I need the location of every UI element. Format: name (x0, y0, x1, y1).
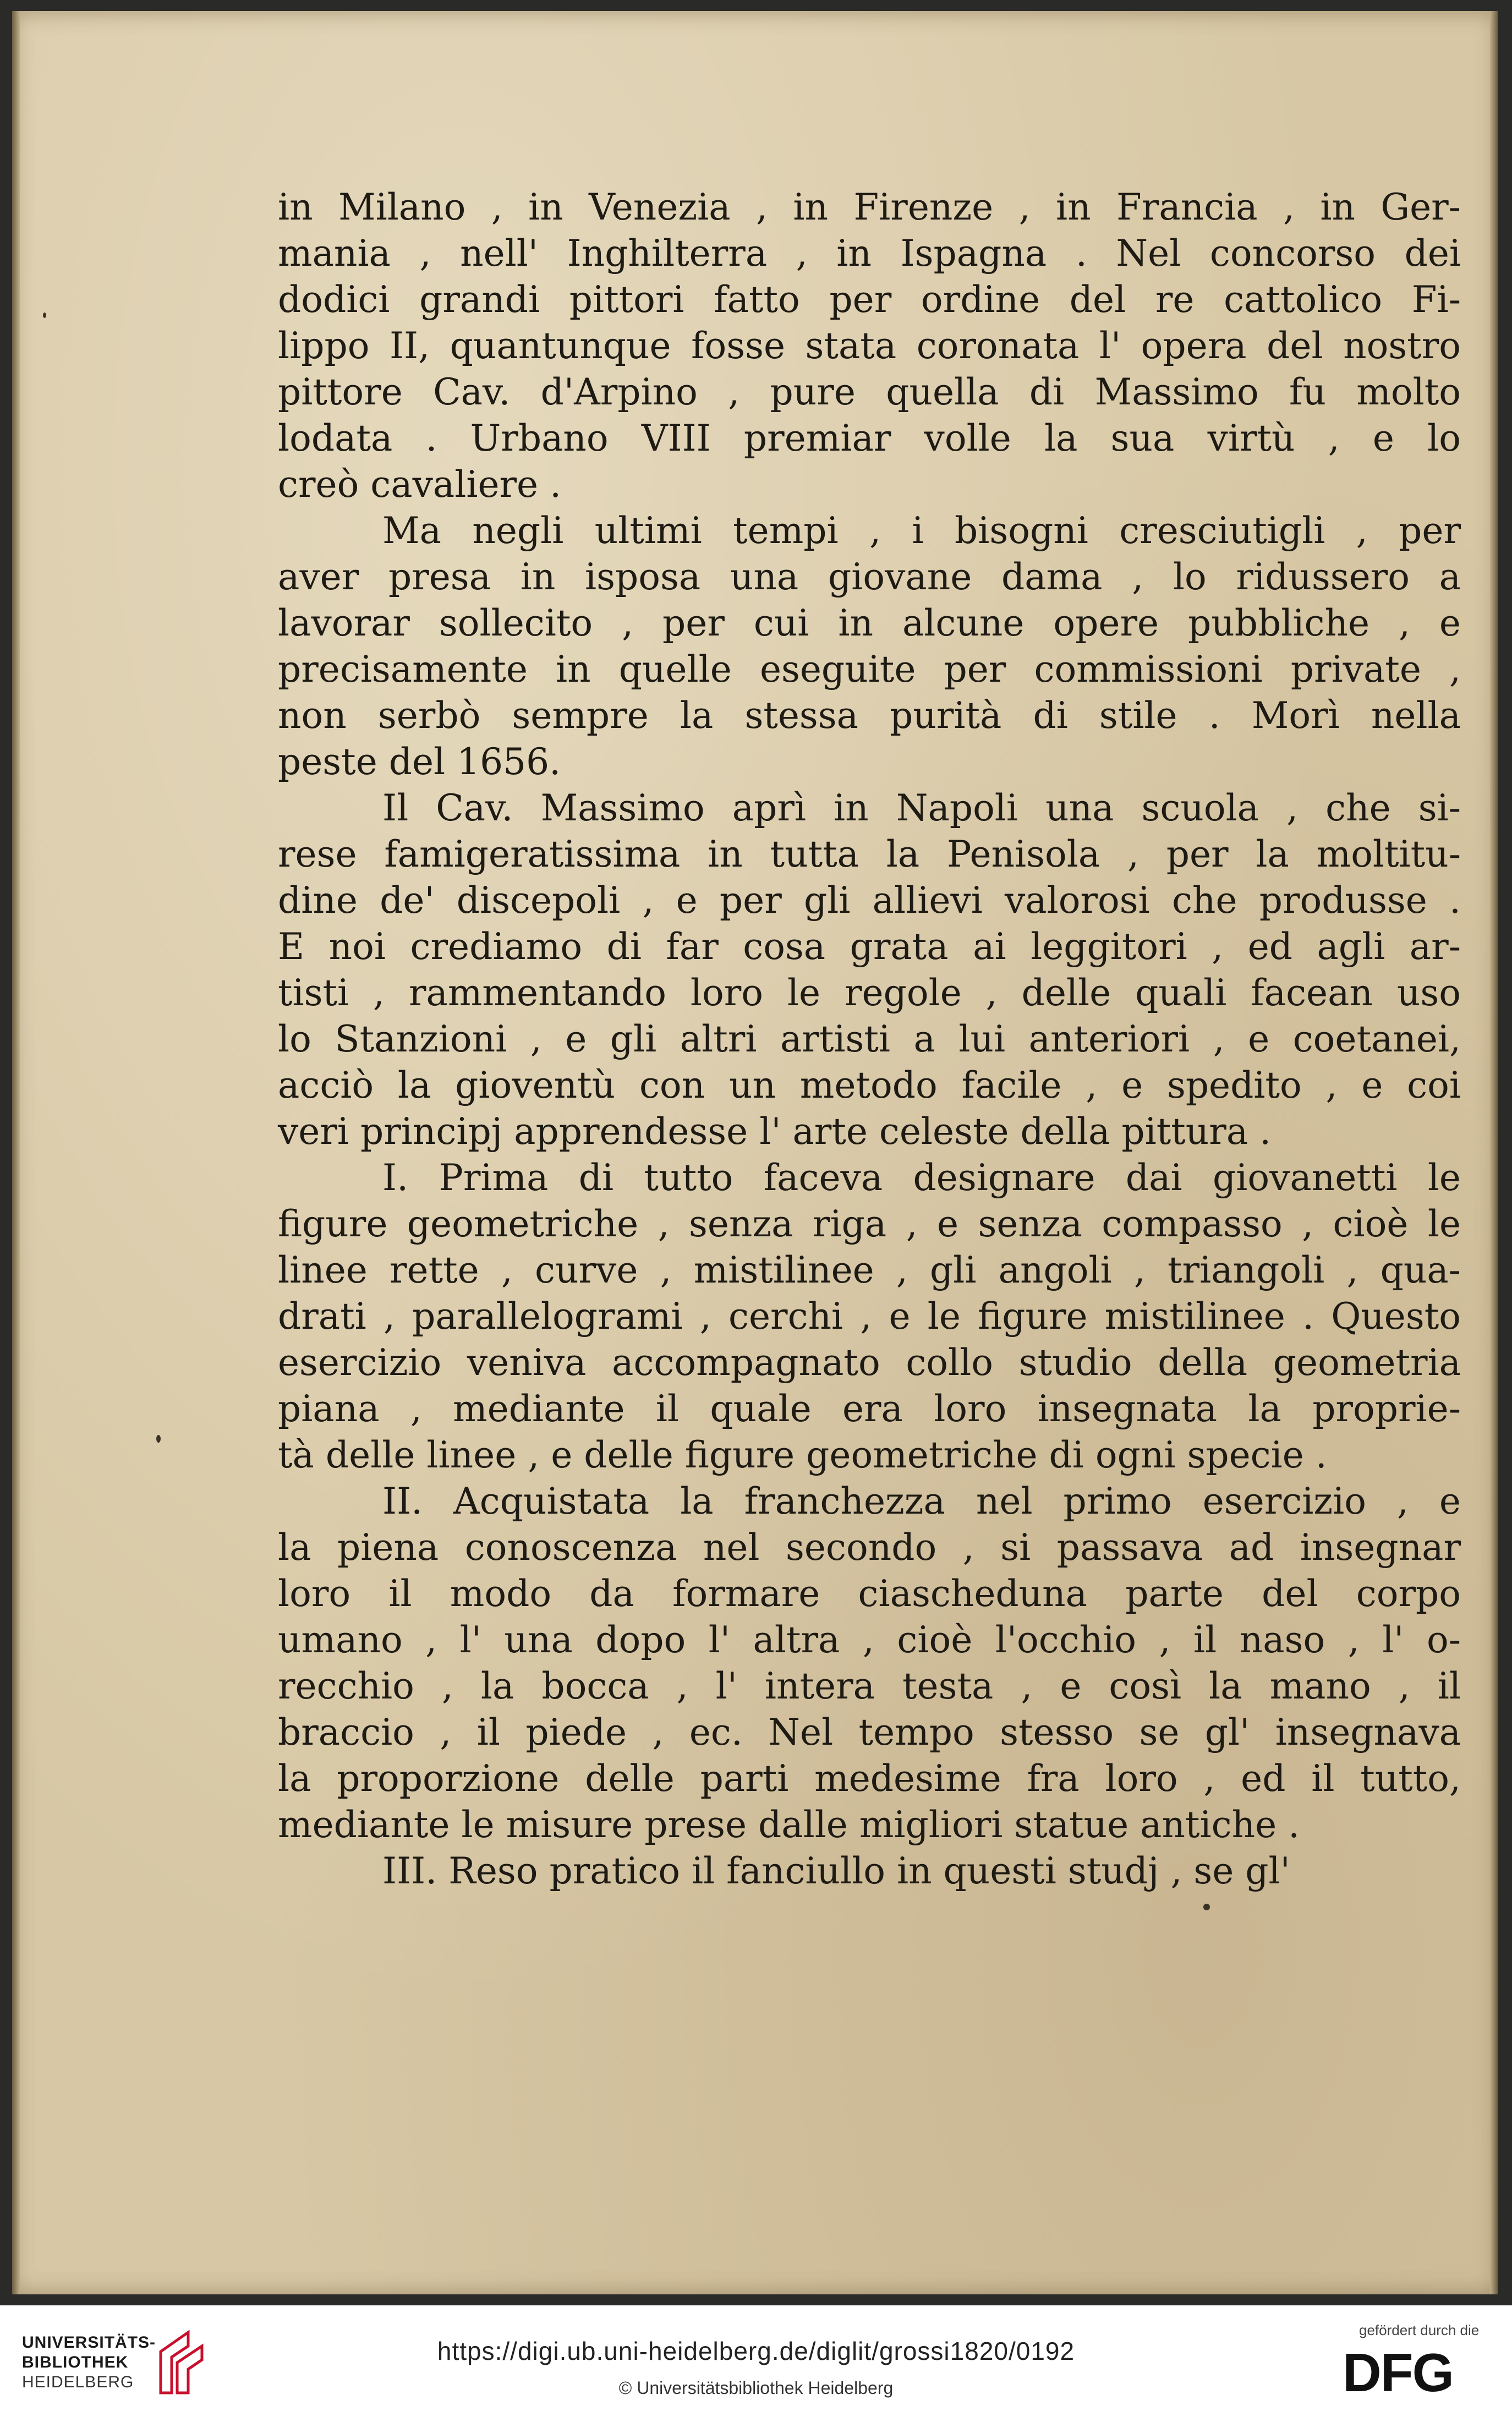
text-line: esercizio veniva accompagnato collo studio della geometria (278, 1341, 1461, 1384)
text-line: mania , nell' Inghilterra , in Ispagna . Nel concorso dei (278, 232, 1461, 275)
text-line: peste del 1656. (278, 741, 561, 783)
text-line: loro il modo da formare ciascheduna parte del corpo (278, 1572, 1461, 1615)
text-line: dine de' discepoli , e per gli allievi valorosi che produsse . (278, 879, 1461, 922)
library-name-line: HEIDELBERG (22, 2373, 134, 2391)
text-line: lodata . Urbano VIII premiar volle la sua virtù , e lo (278, 417, 1461, 459)
text-line: la piena conoscenza nel secondo , si passava ad insegnar (278, 1526, 1461, 1569)
text-line: linee rette , curve , mistilinee , gli angoli , triangoli , qua- (278, 1249, 1461, 1291)
text-line: pittore Cav. d'Arpino , pure quella di Massimo fu molto (278, 371, 1461, 413)
text-line: figure geometriche , senza riga , e senza compasso , cioè le (278, 1203, 1461, 1245)
text-line: recchio , la bocca , l' intera testa , e così la mano , il (278, 1665, 1461, 1707)
text-line: umano , l' una dopo l' altra , cioè l'occhio , il naso , l' o- (278, 1619, 1461, 1661)
paragraph-start: I. Prima di tutto faceva designare dai giovanetti le (382, 1157, 1461, 1199)
text-line: rese famigeratissima in tutta la Penisola , per la moltitu- (278, 833, 1461, 875)
text-line: mediante le misure prese dalle migliori statue antiche . (278, 1804, 1300, 1846)
text-line: acciò la gioventù con un metodo facile , e spedito , e coi (278, 1064, 1461, 1106)
text-line: drati , parallelogrami , cerchi , e le figure mistilinee . Questo (278, 1295, 1461, 1338)
text-line: lavorar sollecito , per cui in alcune opere pubbliche , e (278, 602, 1461, 644)
text-line: piana , mediante il quale era loro insegnata la proprie- (278, 1388, 1461, 1430)
dfg-logo[interactable]: DFG (1343, 2342, 1453, 2403)
copyright-notice: © Universitätsbibliothek Heidelberg (618, 2378, 894, 2398)
library-name-line: UNIVERSITÄTS- (22, 2333, 156, 2352)
text-line: creò cavaliere . (278, 463, 562, 506)
text-line: la proporzione delle parti medesime fra loro , ed il tutto, (278, 1757, 1461, 1800)
text-line: E noi crediamo di far cosa grata ai leggitori , ed agli ar- (278, 925, 1461, 968)
paper-speck (156, 1435, 161, 1443)
text-line: aver presa in isposa una giovane dama , lo ridussero a (278, 556, 1461, 598)
paper-speck (1203, 1904, 1210, 1910)
page-edge-left (12, 11, 20, 2294)
text-line: tà delle linee , e delle figure geometriche di ogni specie . (278, 1434, 1327, 1476)
page-edge-right (1490, 11, 1498, 2294)
paragraph-start: III. Reso pratico il fanciullo in questi studj , se gl' (382, 1850, 1290, 1892)
text-line: precisamente in quelle eseguite per commissioni private , (278, 648, 1461, 691)
library-name-line: BIBLIOTHEK (22, 2353, 129, 2371)
paragraph-start: Il Cav. Massimo aprì in Napoli una scuola , che si- (382, 787, 1461, 829)
paragraph-start: II. Acquistata la franchezza nel primo esercizio , e (382, 1480, 1461, 1522)
text-line: in Milano , in Venezia , in Firenze , in Francia , in Ger- (278, 186, 1461, 228)
text-line: lo Stanzioni , e gli altri artisti a lui anteriori , e coetanei, (278, 1018, 1461, 1060)
text-line: tisti , rammentando loro le regole , delle quali facean uso (278, 972, 1461, 1014)
text-line: braccio , il piede , ec. Nel tempo stesso se gl' insegnava (278, 1711, 1461, 1754)
text-line: veri principj apprendesse l' arte celeste della pittura . (278, 1110, 1272, 1153)
text-line: non serbò sempre la stessa purità di stile . Morì nella (278, 694, 1461, 737)
paper-speck (43, 313, 46, 318)
text-line: dodici grandi pittori fatto per ordine del re cattolico Fi- (278, 278, 1461, 321)
paragraph-start: Ma negli ultimi tempi , i bisogni cresciutigli , per (382, 509, 1461, 552)
text-line: lippo II, quantunque fosse stata coronata l' opera del nostro (278, 325, 1461, 367)
funding-caption: gefördert durch die (1359, 2322, 1480, 2338)
body-text (278, 184, 1461, 1894)
permalink-url[interactable]: https://digi.ub.uni-heidelberg.de/diglit/grossi1820/0192 (437, 2337, 1075, 2365)
footer-bar (0, 2305, 1512, 2411)
